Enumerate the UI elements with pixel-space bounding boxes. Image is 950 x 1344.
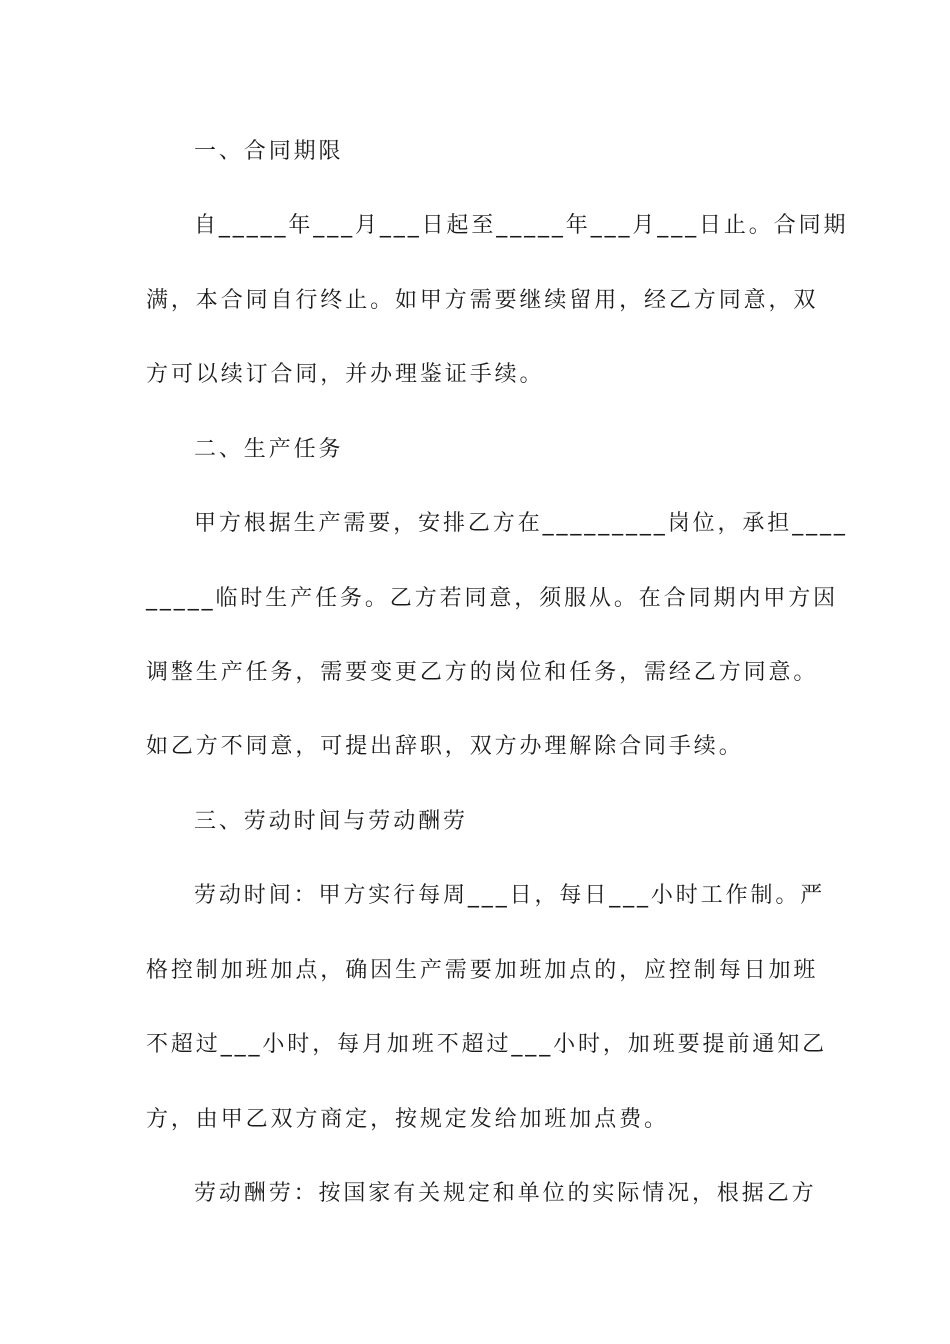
- section-heading-production-task: 二、生产任务: [194, 437, 344, 462]
- paragraph-line: 自_____年___月___日起至_____年___月___日止。合同期: [194, 213, 849, 238]
- paragraph-line: 劳动酬劳：按国家有关规定和单位的实际情况，根据乙方: [194, 1181, 817, 1206]
- paragraph-line: _____临时生产任务。乙方若同意，须服从。在合同期内甲方因: [146, 586, 839, 611]
- section-heading-contract-term: 一、合同期限: [194, 139, 344, 164]
- paragraph-line: 如乙方不同意，可提出辞职，双方办理解除合同手续。: [146, 734, 744, 759]
- paragraph-line: 方可以续订合同，并办理鉴证手续。: [146, 362, 545, 387]
- section-heading-working-hours-pay: 三、劳动时间与劳动酬劳: [194, 809, 468, 834]
- paragraph-line: 甲方根据生产需要，安排乙方在_________岗位，承担____: [194, 511, 848, 536]
- paragraph-line: 方，由甲乙双方商定，按规定发给加班加点费。: [146, 1107, 669, 1132]
- paragraph-line: 劳动时间：甲方实行每周___日，每日___小时工作制。严: [194, 883, 826, 908]
- paragraph-line: 不超过___小时，每月加班不超过___小时，加班要提前通知乙: [146, 1032, 828, 1057]
- paragraph-line: 调整生产任务，需要变更乙方的岗位和任务，需经乙方同意。: [146, 660, 819, 685]
- paragraph-line: 满，本合同自行终止。如甲方需要继续留用，经乙方同意，双: [146, 288, 819, 313]
- paragraph-line: 格控制加班加点，确因生产需要加班加点的，应控制每日加班: [146, 958, 819, 983]
